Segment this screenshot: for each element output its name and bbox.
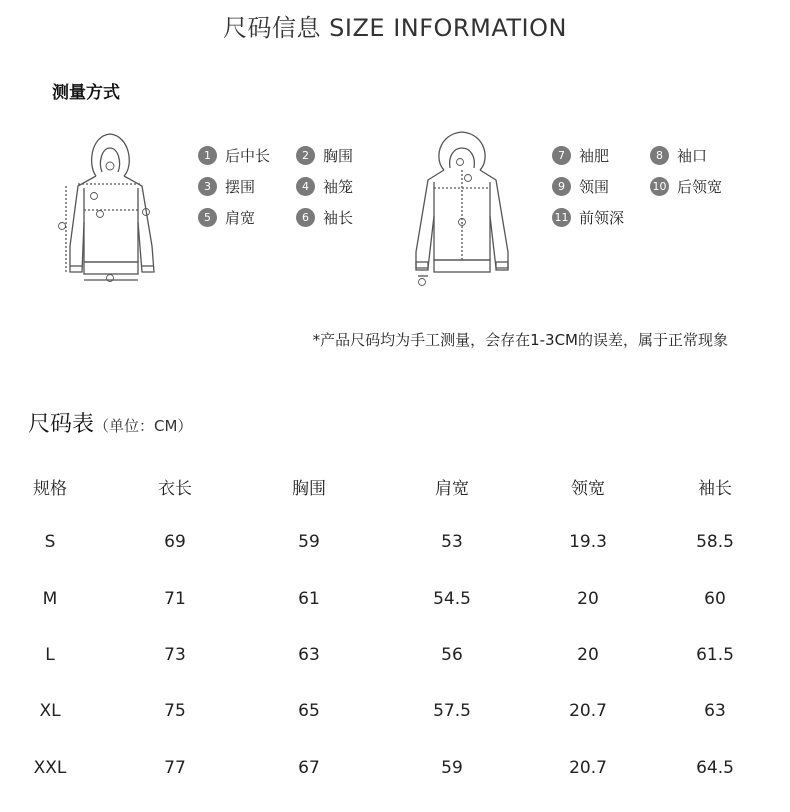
legend-item-10: [650, 176, 722, 197]
table-row: [0, 514, 790, 570]
legend-number-badge: 1: [198, 146, 217, 165]
table-cell: 71: [164, 588, 186, 609]
table-cell: 67: [298, 757, 320, 778]
table-cell: XL: [39, 701, 61, 722]
legend-number-badge: 2: [296, 146, 315, 165]
legend-label: 袖长: [323, 209, 354, 227]
table-cell: L: [45, 644, 55, 665]
legend-number-badge: 10: [650, 177, 669, 196]
page-title: 尺码信息 SIZE INFORMATION: [223, 14, 567, 42]
legend-number-badge: 7: [552, 146, 571, 165]
legend-item-3: [198, 176, 255, 197]
table-row: [0, 683, 790, 739]
table-cell: 58.5: [696, 532, 734, 553]
header-cell-shoulder: 肩宽: [435, 478, 469, 499]
legend-item-5: [198, 207, 255, 228]
table-row: [0, 740, 790, 796]
legend-number-badge: 3: [198, 177, 217, 196]
table-cell: 65: [298, 701, 320, 722]
table-cell: S: [44, 532, 56, 553]
legend-item-7: [552, 145, 609, 166]
table-cell: 63: [298, 644, 320, 665]
legend-number-badge: 4: [296, 177, 315, 196]
table-cell: 63: [704, 701, 726, 722]
legend-label: 后中长: [225, 147, 271, 165]
legend-item-2: [296, 145, 353, 166]
table-cell: 57.5: [433, 701, 471, 722]
table-cell: 19.3: [569, 532, 607, 553]
table-cell: 64.5: [696, 757, 734, 778]
table-cell: 54.5: [433, 588, 471, 609]
table-cell: 75: [164, 701, 186, 722]
table-cell: M: [42, 588, 58, 609]
header-cell-chest: 胸围: [292, 478, 326, 499]
table-cell: 77: [164, 757, 186, 778]
legend-number-badge: 5: [198, 208, 217, 227]
table-cell: 20.7: [569, 757, 607, 778]
header-cell-spec: 规格: [33, 478, 67, 499]
legend-label: 前领深: [579, 209, 625, 227]
legend-label: 后领宽: [677, 178, 723, 196]
table-cell: 69: [164, 532, 186, 553]
size-table-unit: （单位：CM）: [94, 417, 193, 435]
header-cell-length: 衣长: [158, 478, 192, 499]
table-cell: 56: [441, 644, 463, 665]
table-cell: 61.5: [696, 644, 734, 665]
table-cell: 20: [577, 644, 599, 665]
size-table: [0, 458, 790, 796]
measurement-method-heading: 测量方式: [52, 83, 120, 103]
legend-item-8: [650, 145, 707, 166]
legend-item-4: [296, 176, 353, 197]
legend-number-badge: 6: [296, 208, 315, 227]
legend-label: 袖笼: [323, 178, 354, 196]
legend-label: 胸围: [323, 147, 354, 165]
legend-item-11: [552, 207, 624, 228]
size-table-header-row: [0, 458, 790, 514]
table-cell: 59: [298, 532, 320, 553]
measurement-note: *产品尺码均为手工测量，会存在1-3CM的误差，属于正常现象: [312, 331, 728, 349]
legend-item-6: [296, 207, 353, 228]
header-cell-neck: 领宽: [571, 478, 605, 499]
legend-number-badge: 11: [552, 208, 571, 227]
table-cell: 73: [164, 644, 186, 665]
legend-label: 袖口: [677, 147, 708, 165]
table-cell: 53: [441, 532, 463, 553]
table-cell: XXL: [33, 757, 67, 778]
legend-number-badge: 9: [552, 177, 571, 196]
legend-number-badge: 8: [650, 146, 669, 165]
header-cell-sleeve: 袖长: [698, 478, 732, 499]
legend-label: 肩宽: [225, 209, 256, 227]
legend-label: 摆围: [225, 178, 256, 196]
size-table-title-text: 尺码表: [28, 412, 95, 437]
legend-item-1: [198, 145, 270, 166]
table-row: [0, 570, 790, 626]
size-table-title: [28, 407, 192, 438]
table-row: [0, 627, 790, 683]
legend-item-9: [552, 176, 609, 197]
table-cell: 61: [298, 588, 320, 609]
table-cell: 60: [704, 588, 726, 609]
hoodie-front-illustration: [408, 126, 518, 290]
hoodie-back-illustration: [48, 126, 168, 286]
table-cell: 20.7: [569, 701, 607, 722]
legend-label: 袖肥: [579, 147, 610, 165]
legend-label: 领围: [579, 178, 610, 196]
table-cell: 59: [441, 757, 463, 778]
table-cell: 20: [577, 588, 599, 609]
